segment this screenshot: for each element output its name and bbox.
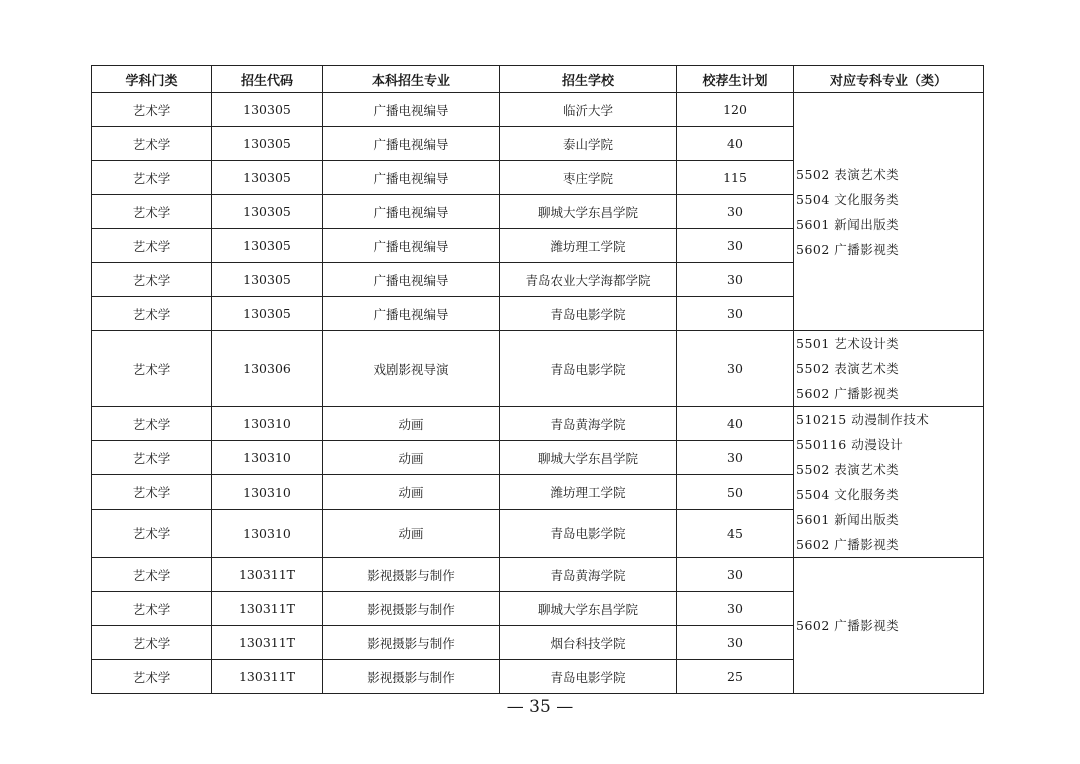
code-cell: 130305 bbox=[212, 229, 323, 263]
corresponding-major-line: 5602 广播影视类 bbox=[796, 386, 900, 401]
category-cell: 艺术学 bbox=[92, 127, 212, 161]
school-cell: 聊城大学东昌学院 bbox=[500, 592, 677, 626]
plan-cell: 30 bbox=[677, 229, 794, 263]
major-cell: 广播电视编导 bbox=[323, 195, 500, 229]
corresponding-major-line: 510215 动漫制作技术 bbox=[796, 412, 930, 427]
school-cell: 潍坊理工学院 bbox=[500, 475, 677, 509]
corresponding-major-line: 5504 文化服务类 bbox=[796, 191, 900, 207]
school-cell: 青岛电影学院 bbox=[500, 331, 677, 407]
major-cell: 广播电视编导 bbox=[323, 229, 500, 263]
major-cell: 动画 bbox=[323, 407, 500, 441]
corresponding-major-cell bbox=[794, 558, 984, 694]
school-cell: 临沂大学 bbox=[500, 93, 677, 127]
corresponding-major-line: 5602 广播影视类 bbox=[796, 241, 900, 257]
corresponding-major-line: 5501 艺术设计类 bbox=[796, 336, 900, 351]
school-cell: 青岛农业大学海都学院 bbox=[500, 263, 677, 297]
plan-cell: 30 bbox=[677, 195, 794, 229]
code-cell: 130310 bbox=[212, 441, 323, 475]
corresponding-major-line: 5502 表演艺术类 bbox=[796, 166, 900, 182]
plan-cell: 30 bbox=[677, 558, 794, 592]
plan-cell: 40 bbox=[677, 407, 794, 441]
category-cell: 艺术学 bbox=[92, 195, 212, 229]
plan-cell: 40 bbox=[677, 127, 794, 161]
header-row bbox=[92, 66, 984, 93]
plan-cell: 30 bbox=[677, 297, 794, 331]
school-cell: 聊城大学东昌学院 bbox=[500, 195, 677, 229]
corresponding-major-cell bbox=[794, 93, 984, 331]
category-cell: 艺术学 bbox=[92, 407, 212, 441]
code-cell: 130310 bbox=[212, 407, 323, 441]
code-cell: 130311T bbox=[212, 558, 323, 592]
table-row bbox=[92, 558, 984, 592]
major-cell: 动画 bbox=[323, 475, 500, 509]
major-cell: 动画 bbox=[323, 509, 500, 557]
code-cell: 130310 bbox=[212, 509, 323, 557]
plan-cell: 45 bbox=[677, 509, 794, 557]
category-cell: 艺术学 bbox=[92, 475, 212, 509]
header-major: 本科招生专业 bbox=[323, 66, 500, 93]
school-cell: 潍坊理工学院 bbox=[500, 229, 677, 263]
major-cell: 影视摄影与制作 bbox=[323, 660, 500, 694]
code-cell: 130310 bbox=[212, 475, 323, 509]
major-cell: 广播电视编导 bbox=[323, 297, 500, 331]
plan-cell: 30 bbox=[677, 331, 794, 407]
corresponding-major-line: 5502 表演艺术类 bbox=[796, 361, 900, 376]
plan-cell: 30 bbox=[677, 441, 794, 475]
plan-cell: 30 bbox=[677, 592, 794, 626]
corresponding-major-line: 5601 新闻出版类 bbox=[796, 216, 900, 232]
major-cell: 影视摄影与制作 bbox=[323, 626, 500, 660]
major-cell: 影视摄影与制作 bbox=[323, 592, 500, 626]
code-cell: 130306 bbox=[212, 331, 323, 407]
code-cell: 130305 bbox=[212, 127, 323, 161]
corresponding-major-line: 5601 新闻出版类 bbox=[796, 512, 900, 527]
code-cell: 130305 bbox=[212, 263, 323, 297]
major-cell: 广播电视编导 bbox=[323, 263, 500, 297]
plan-cell: 30 bbox=[677, 263, 794, 297]
major-cell: 动画 bbox=[323, 441, 500, 475]
major-cell: 广播电视编导 bbox=[323, 127, 500, 161]
category-cell: 艺术学 bbox=[92, 441, 212, 475]
code-cell: 130305 bbox=[212, 297, 323, 331]
corresponding-major-cell bbox=[794, 331, 984, 407]
table-row bbox=[92, 331, 984, 407]
category-cell: 艺术学 bbox=[92, 263, 212, 297]
category-cell: 艺术学 bbox=[92, 660, 212, 694]
corresponding-major-cell bbox=[794, 407, 984, 558]
category-cell: 艺术学 bbox=[92, 93, 212, 127]
school-cell: 青岛黄海学院 bbox=[500, 407, 677, 441]
school-cell: 青岛黄海学院 bbox=[500, 558, 677, 592]
corresponding-major-line: 5502 表演艺术类 bbox=[796, 462, 900, 477]
category-cell: 艺术学 bbox=[92, 626, 212, 660]
header-code: 招生代码 bbox=[212, 66, 323, 93]
code-cell: 130311T bbox=[212, 660, 323, 694]
category-cell: 艺术学 bbox=[92, 509, 212, 557]
plan-cell: 25 bbox=[677, 660, 794, 694]
plan-cell: 30 bbox=[677, 626, 794, 660]
category-cell: 艺术学 bbox=[92, 558, 212, 592]
category-cell: 艺术学 bbox=[92, 229, 212, 263]
plan-cell: 50 bbox=[677, 475, 794, 509]
category-cell: 艺术学 bbox=[92, 592, 212, 626]
plan-cell: 120 bbox=[677, 93, 794, 127]
major-cell: 广播电视编导 bbox=[323, 93, 500, 127]
corresponding-major-line: 5602 广播影视类 bbox=[796, 537, 900, 552]
corresponding-major-line: 5504 文化服务类 bbox=[796, 487, 900, 502]
major-cell: 戏剧影视导演 bbox=[323, 331, 500, 407]
specialty-table bbox=[91, 65, 984, 694]
header-school: 招生学校 bbox=[500, 66, 677, 93]
category-cell: 艺术学 bbox=[92, 331, 212, 407]
corresponding-major-line: 5602 广播影视类 bbox=[796, 618, 900, 633]
table-row bbox=[92, 93, 984, 127]
school-cell: 枣庄学院 bbox=[500, 161, 677, 195]
school-cell: 聊城大学东昌学院 bbox=[500, 441, 677, 475]
school-cell: 烟台科技学院 bbox=[500, 626, 677, 660]
school-cell: 青岛电影学院 bbox=[500, 660, 677, 694]
header-plan: 校荐生计划 bbox=[677, 66, 794, 93]
school-cell: 青岛电影学院 bbox=[500, 509, 677, 557]
corresponding-major-line: 550116 动漫设计 bbox=[796, 437, 904, 452]
header-corresponding-major: 对应专科专业（类） bbox=[794, 66, 984, 93]
table-row bbox=[92, 407, 984, 441]
category-cell: 艺术学 bbox=[92, 297, 212, 331]
category-cell: 艺术学 bbox=[92, 161, 212, 195]
code-cell: 130305 bbox=[212, 161, 323, 195]
code-cell: 130311T bbox=[212, 626, 323, 660]
page-number: — 35 — bbox=[506, 697, 574, 717]
header-category: 学科门类 bbox=[92, 66, 212, 93]
plan-cell: 115 bbox=[677, 161, 794, 195]
code-cell: 130305 bbox=[212, 195, 323, 229]
code-cell: 130305 bbox=[212, 93, 323, 127]
school-cell: 青岛电影学院 bbox=[500, 297, 677, 331]
code-cell: 130311T bbox=[212, 592, 323, 626]
major-cell: 广播电视编导 bbox=[323, 161, 500, 195]
school-cell: 泰山学院 bbox=[500, 127, 677, 161]
major-cell: 影视摄影与制作 bbox=[323, 558, 500, 592]
